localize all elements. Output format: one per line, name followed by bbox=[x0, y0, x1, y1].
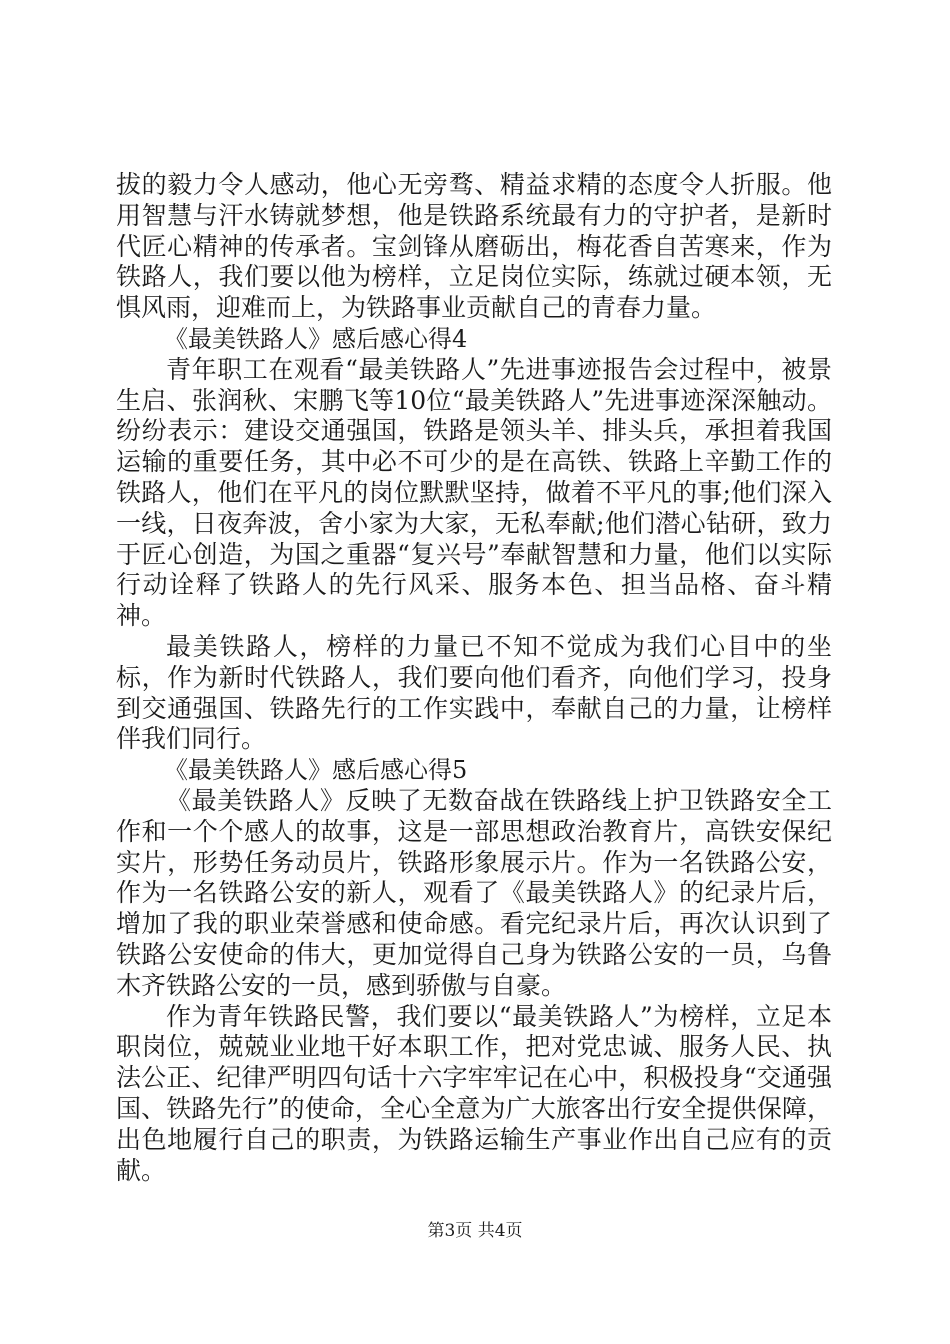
body-paragraph: 最美铁路人，榜样的力量已不知不觉成为我们心目中的坐标，作为新时代铁路人，我们要向他们看齐，向他们学习，投身到交通强国、铁路先行的工作实践中，奉献自己的力量，让榜样伴我们同行。 bbox=[116, 631, 832, 754]
body-paragraph: 拔的毅力令人感动，他心无旁骛、精益求精的态度令人折服。他用智慧与汗水铸就梦想，他是铁路系统最有力的守护者，是新时代匠心精神的传承者。宝剑锋从磨砺出，梅花香自苦寒来，作为铁路人，我们要以他为榜样，立足岗位实际，练就过硬本领，无惧风雨，迎难而上，为铁路事业贡献自己的青春力量。 bbox=[116, 170, 832, 323]
body-paragraph: 《最美铁路人》反映了无数奋战在铁路线上护卫铁路安全工作和一个个感人的故事，这是一部思想政治教育片，高铁安保纪实片，形势任务动员片，铁路形象展示片。作为一名铁路公安，作为一名铁路公安的新人，观看了《最美铁路人》的纪录片后，增加了我的职业荣誉感和使命感。看完纪录片后，再次认识到了铁路公安使命的伟大，更加觉得自己身为铁路公安的一员，乌鲁木齐铁路公安的一员，感到骄傲与自豪。 bbox=[116, 785, 832, 1000]
body-paragraph: 青年职工在观看“最美铁路人”先进事迹报告会过程中，被景生启、张润秋、宋鹏飞等10位“最美铁路人”先进事迹深深触动。纷纷表示：建设交通强国，铁路是领头羊、排头兵，承担着我国运输的重要任务，其中必不可少的是在高铁、铁路上辛勤工作的铁路人，他们在平凡的岗位默默坚持，做着不平凡的事;他们深入一线，日夜奔波，舍小家为大家，无私奉献;他们潜心钻研，致力于匠心创造，为国之重器“复兴号”奉献智慧和力量，他们以实际行动诠释了铁路人的先行风采、服务本色、担当品格、奋斗精神。 bbox=[116, 354, 832, 631]
document-body bbox=[116, 170, 832, 1186]
section-heading: 《最美铁路人》感后感心得5 bbox=[164, 756, 468, 785]
section-heading: 《最美铁路人》感后感心得4 bbox=[164, 324, 468, 353]
body-paragraph: 作为青年铁路民警，我们要以“最美铁路人”为榜样，立足本职岗位，兢兢业业地干好本职工作，把对党忠诚、服务人民、执法公正、纪律严明四句话十六字牢牢记在心中，积极投身“交通强国、铁路先行”的使命，全心全意为广大旅客出行安全提供保障，出色地履行自己的职责，为铁路运输生产事业作出自己应有的贡献。 bbox=[116, 1001, 832, 1185]
page-number-footer: 第3页 共4页 bbox=[427, 1221, 523, 1241]
